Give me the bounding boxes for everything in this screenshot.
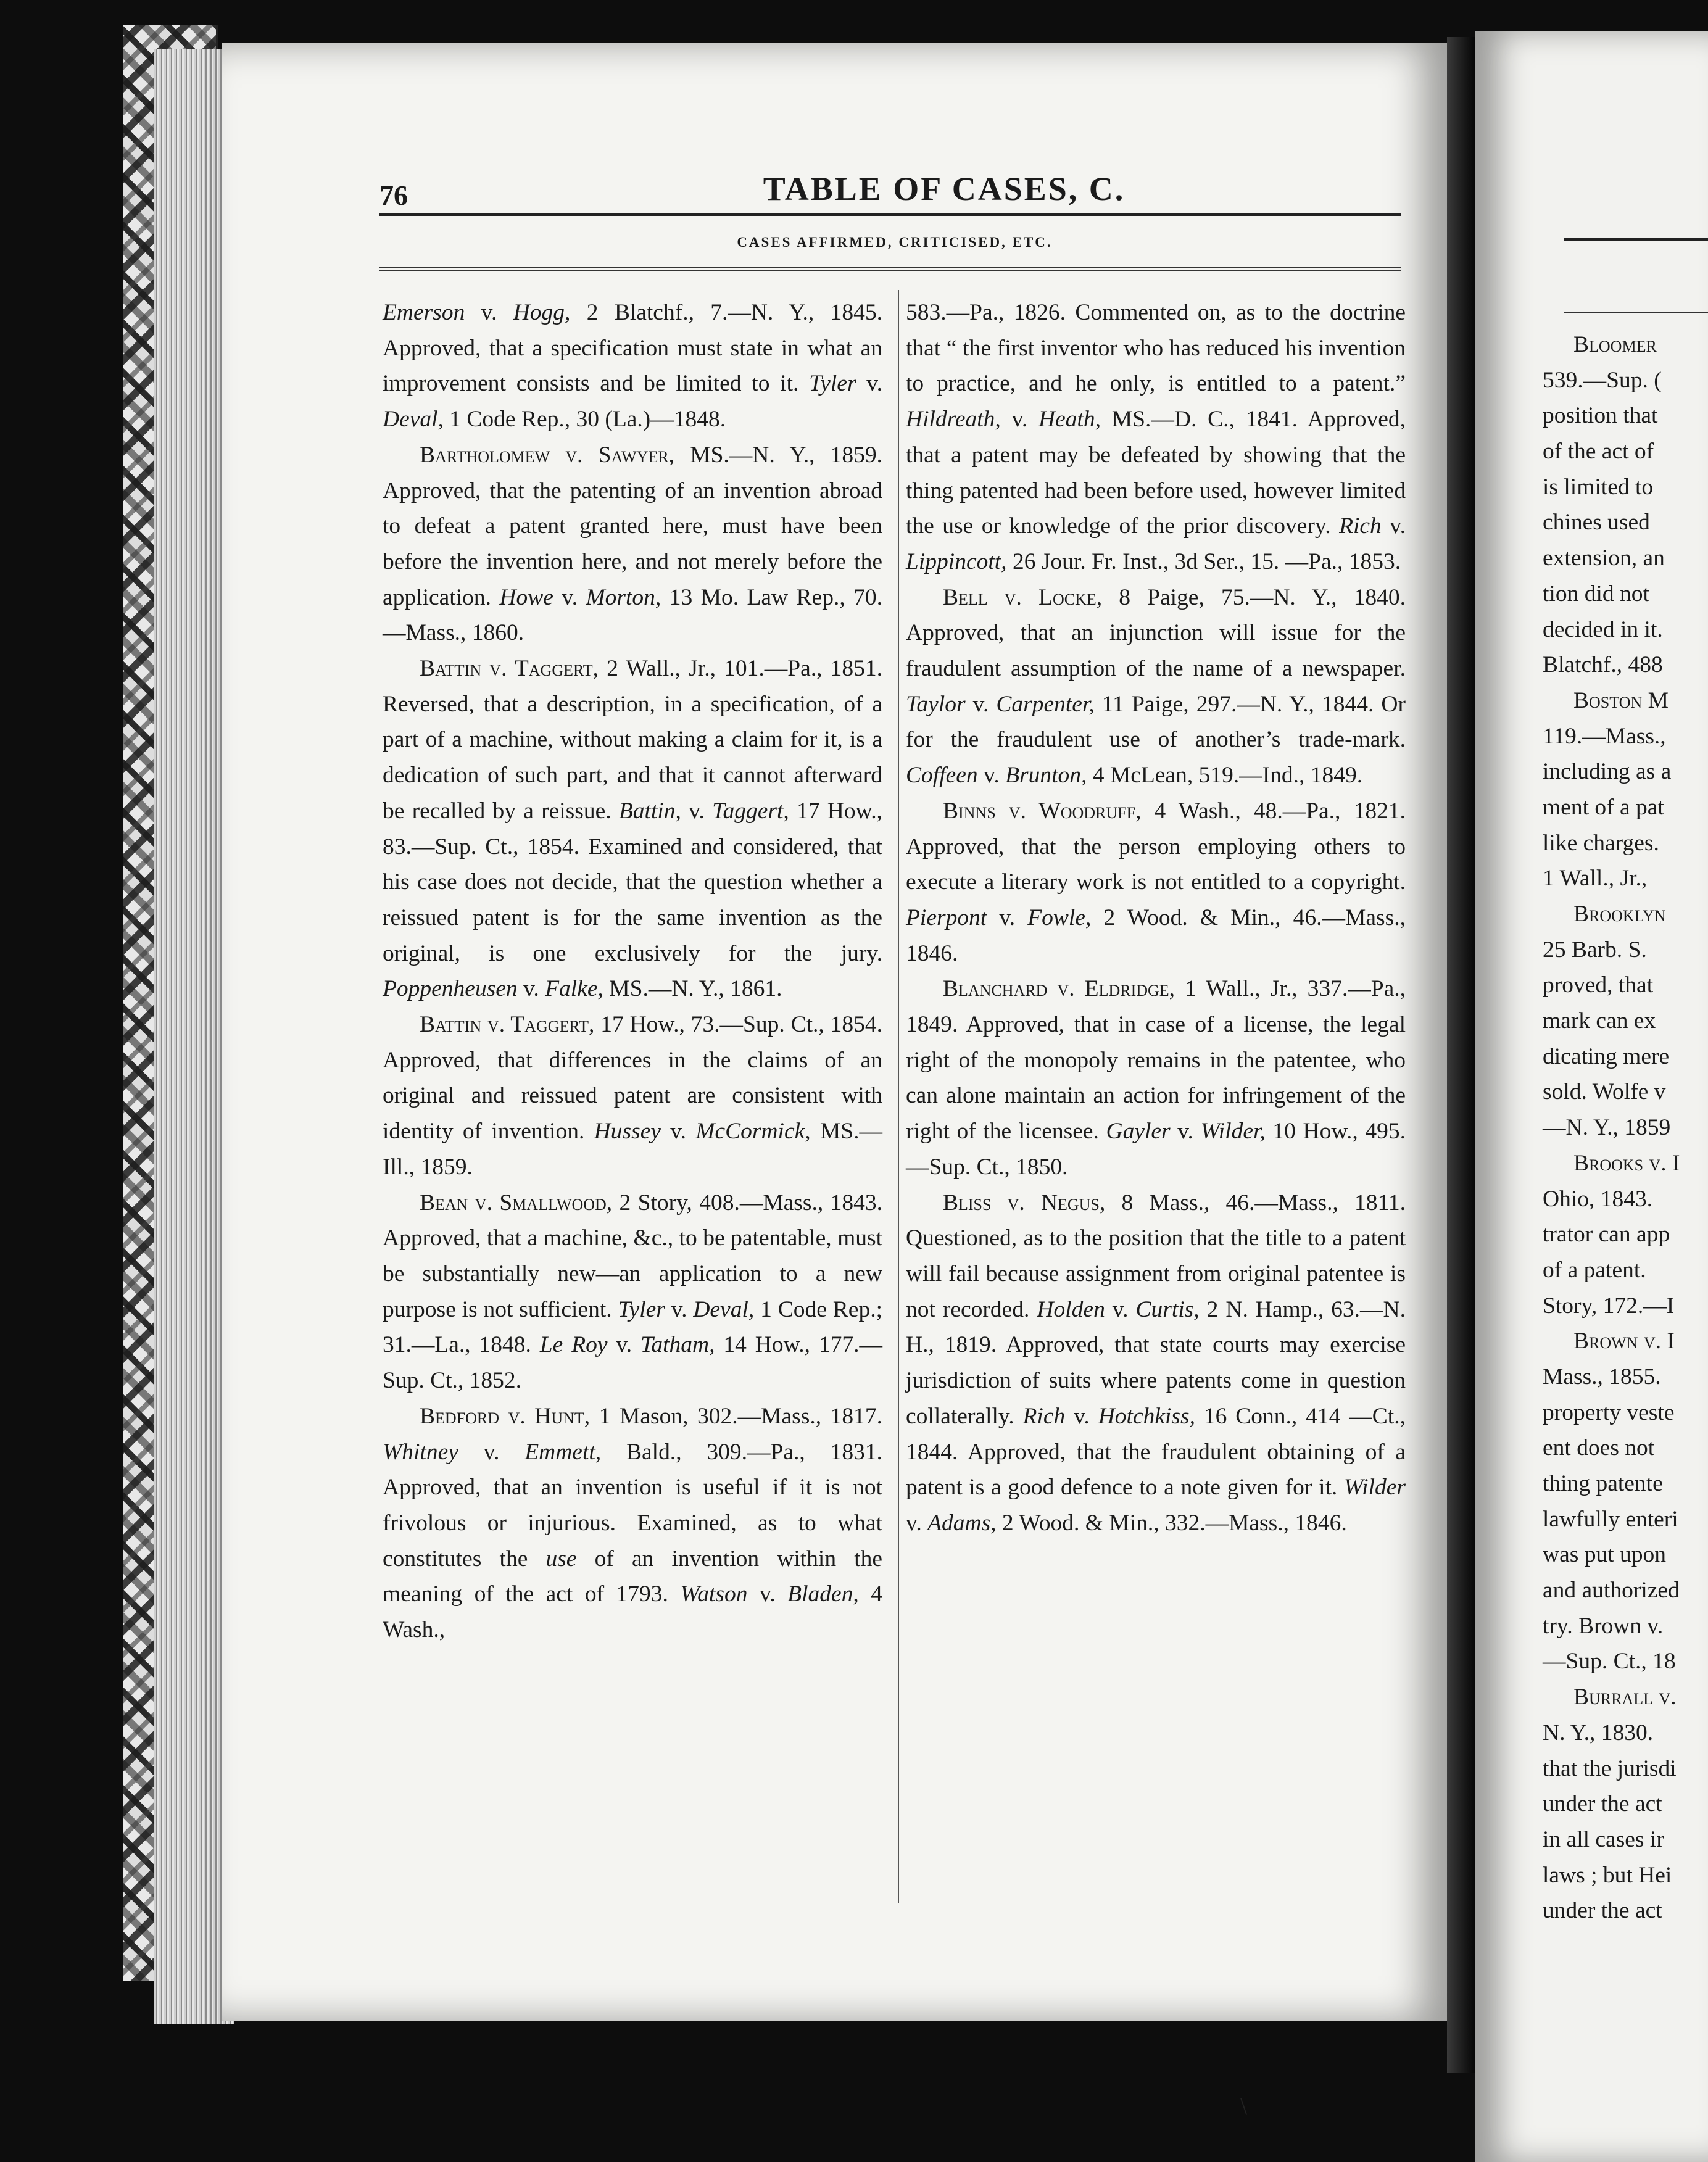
facing-page-line: Ohio, 1843. xyxy=(1543,1186,1653,1212)
case-entry xyxy=(906,793,1406,972)
entry-text: 2 N. Hamp., 63.—N. H., 1819. Approved, that state courts may exercise jurisdiction of suits where patents come in question collaterally. xyxy=(906,1296,1406,1429)
citation-name: Heath, xyxy=(1038,407,1101,433)
facing-page-line: of the act of xyxy=(1543,439,1654,465)
case-entry xyxy=(383,1007,882,1185)
citation-name: Adams, xyxy=(927,1510,997,1536)
entry-text: v. xyxy=(665,1296,694,1322)
entry-text: v. xyxy=(1065,1403,1098,1429)
citation-name: Holden xyxy=(1037,1296,1105,1322)
entry-text: 14 How., 177.—Sup. Ct., 1852. xyxy=(383,1332,882,1394)
case-name: Bliss v. Negus, xyxy=(943,1190,1106,1216)
citation-name: Hildreath, xyxy=(906,407,1001,433)
case-name: Bean v. Smallwood, xyxy=(420,1190,613,1216)
entry-text: 11 Paige, 297.—N. Y., 1844. Or for the fraudulent use of another’s trade-mark. xyxy=(906,691,1406,753)
entry-text: MS.—N. Y., 1861. xyxy=(603,976,782,1002)
entry-text: v. xyxy=(607,1332,640,1358)
citation-name: Whitney xyxy=(383,1439,458,1465)
facing-page-line: Mass., 1855. xyxy=(1543,1364,1661,1390)
entry-text: 583.—Pa., 1826. Commented on, as to the doctrine that “ the first inventor who has reduced his invention to practice, and he only, is entitled to a patent.” xyxy=(906,300,1406,397)
facing-page-line: N. Y., 1830. xyxy=(1543,1720,1654,1746)
header-rule xyxy=(379,213,1401,216)
citation-name: Carpenter, xyxy=(996,691,1095,717)
entry-text: v. xyxy=(660,1119,696,1145)
facing-page-line: lawfully enteri xyxy=(1543,1506,1678,1532)
citation-name: Battin, xyxy=(618,798,681,824)
citation-name: Curtis, xyxy=(1135,1296,1200,1322)
facing-page-text xyxy=(1543,327,1708,1929)
facing-page-line: 1 Wall., Jr., xyxy=(1543,866,1648,892)
entry-text: 4 Wash., xyxy=(383,1581,883,1643)
facing-page-line: of a patent. xyxy=(1543,1257,1646,1283)
citation-name: Falke, xyxy=(545,976,603,1002)
case-entry xyxy=(383,437,882,651)
facing-page-line: Bloomer xyxy=(1573,332,1657,357)
facing-page-line: like charges. xyxy=(1543,830,1659,856)
entry-text: 26 Jour. Fr. Inst., 3d Ser., 15. —Pa., 1853. xyxy=(1006,549,1401,574)
entry-text: Bald., 309.—Pa., 1831. Approved, that an invention is useful if it is not frivolous or injurious. Examined, as to what constitutes the xyxy=(383,1439,882,1572)
facing-page-line: extension, an xyxy=(1543,545,1665,571)
citation-name: Emerson xyxy=(383,300,465,325)
facing-page-line: proved, that xyxy=(1543,972,1654,998)
entry-text: v. xyxy=(553,584,586,610)
citation-name: Howe xyxy=(499,584,553,610)
facing-page-line: 25 Barb. S. xyxy=(1543,937,1647,963)
case-entry xyxy=(383,1185,882,1399)
entry-text: 1 Code Rep.; 31.—La., 1848. xyxy=(383,1296,882,1358)
entry-text: v. xyxy=(856,371,882,397)
case-entry xyxy=(906,1185,1406,1541)
facing-page-line: Brown v. I xyxy=(1573,1328,1675,1354)
citation-name: Deval, xyxy=(383,407,444,433)
case-name: Bedford v. Hunt, xyxy=(420,1403,591,1429)
facing-page-line: tion did not xyxy=(1543,581,1649,607)
entry-text: 13 Mo. Law Rep., 70.—Mass., 1860. xyxy=(383,584,882,646)
facing-page-line: Burrall v. xyxy=(1573,1684,1677,1710)
facing-page-line: try. Brown v. xyxy=(1543,1613,1664,1639)
facing-page-line: Brooklyn xyxy=(1573,901,1666,927)
citation-name: Fowle, xyxy=(1027,905,1092,930)
entry-text: v. xyxy=(465,300,513,325)
facing-page-line: chines used xyxy=(1543,510,1650,536)
entry-text: 8 Paige, 75.—N. Y., 1840. Approved, that an injunction will issue for the fraudulent assumption of the name of a newspaper. xyxy=(906,584,1406,682)
entry-text: MS.—N. Y., 1859. Approved, that the patenting of an invention abroad to defeat a patent granted here, must have been before the invention here, and not merely before the application. xyxy=(383,442,882,610)
citation-name: Bladen, xyxy=(787,1581,859,1607)
citation-name: Hotchkiss, xyxy=(1098,1403,1195,1429)
facing-page-line: was put upon xyxy=(1543,1542,1666,1568)
right-text-column xyxy=(906,295,1406,1541)
facing-page-line: dicating mere xyxy=(1543,1043,1670,1069)
citation-name: McCormick, xyxy=(695,1119,811,1145)
entry-text: 2 Wood. & Min., 332.—Mass., 1846. xyxy=(996,1510,1347,1536)
entry-text: v. xyxy=(1170,1119,1201,1145)
book-gutter xyxy=(1447,37,1475,2073)
entry-text: v. xyxy=(1105,1296,1136,1322)
entry-text: 17 How., 83.—Sup. Ct., 1854. Examined and considered, that his case does not decide, that the question whether a reissued patent is for the same invention as the original, is one exclusively for the jury. xyxy=(383,798,882,966)
scan-artifact: \ xyxy=(1240,2092,1248,2120)
citation-name: Wilder xyxy=(1344,1475,1406,1501)
citation-name: use xyxy=(545,1546,577,1572)
case-name: Battin v. Taggert, xyxy=(420,1012,595,1038)
case-entry xyxy=(383,295,882,437)
case-name: Bell v. Locke, xyxy=(943,584,1103,610)
case-entry xyxy=(383,1399,882,1648)
entry-text: 1 Mason, 302.—Mass., 1817. xyxy=(590,1403,882,1429)
citation-name: Morton, xyxy=(586,584,661,610)
entry-text: 2 Blatchf., 7.—N. Y., 1845. Approved, that a specification must state in what an improvement consists and be limited to it. xyxy=(383,300,882,397)
entry-text: 10 How., 495.—Sup. Ct., 1850. xyxy=(906,1119,1406,1180)
page-title: TABLE OF CASES, C. xyxy=(763,170,1126,207)
citation-name: Brunton, xyxy=(1005,763,1087,789)
facing-page-line: decided in it. xyxy=(1543,616,1663,642)
citation-name: Deval, xyxy=(693,1296,755,1322)
facing-page-line: Blatchf., 488 xyxy=(1543,652,1663,678)
citation-name: Watson xyxy=(680,1581,748,1607)
facing-header-rule xyxy=(1564,238,1708,241)
facing-page-line: Brooks v. I xyxy=(1573,1150,1680,1176)
column-divider xyxy=(898,290,899,1903)
facing-page-line: 539.—Sup. ( xyxy=(1543,367,1662,393)
facing-page-line: 119.—Mass., xyxy=(1543,723,1666,749)
facing-page-line: including as a xyxy=(1543,759,1672,785)
entry-text: 8 Mass., 46.—Mass., 1811. Questioned, as to the position that the title to a patent will fail because assignment from original patentee is not recorded. xyxy=(906,1190,1406,1322)
entry-text: v. xyxy=(1000,407,1039,433)
case-name: Battin v. Taggert, xyxy=(420,656,599,682)
facing-page-line: Story, 172.—I xyxy=(1543,1293,1675,1319)
citation-name: Hussey xyxy=(594,1119,661,1145)
citation-name: Tatham, xyxy=(640,1332,715,1358)
citation-name: Taylor xyxy=(906,691,966,717)
entry-text: v. xyxy=(681,798,713,824)
facing-page-line: laws ; but Hei xyxy=(1543,1862,1672,1888)
left-text-column xyxy=(383,295,882,1648)
facing-page-line: mark can ex xyxy=(1543,1008,1656,1034)
case-entry xyxy=(906,295,1406,580)
citation-name: Emmett, xyxy=(524,1439,602,1465)
facing-page-line: trator can app xyxy=(1543,1222,1670,1248)
entry-text: v. xyxy=(987,905,1028,930)
facing-page-line: thing patente xyxy=(1543,1471,1663,1496)
entry-text: v. xyxy=(1381,513,1406,539)
entry-text: 4 Wash., 48.—Pa., 1821. Approved, that the person employing others to execute a literary work is not entitled to a copyright. xyxy=(906,798,1406,895)
entry-text: 2 Wall., Jr., 101.—Pa., 1851. Reversed, that a description, in a specification, of a part of a machine, without making a claim for it, is a dedication of such part, and that it cannot afterward be recalled by a reissue. xyxy=(383,656,883,824)
citation-name: Pierpont xyxy=(906,905,987,930)
citation-name: Taggert, xyxy=(712,798,789,824)
entry-text: v. xyxy=(965,691,997,717)
facing-page xyxy=(1475,31,1708,2162)
entry-text: MS.—Ill., 1859. xyxy=(383,1119,882,1180)
page-number: 76 xyxy=(379,180,408,211)
subheader-rule-top xyxy=(379,267,1401,268)
facing-page-line: under the act xyxy=(1543,1898,1662,1924)
facing-page-line: Boston M xyxy=(1573,687,1669,713)
subheader-rule-bottom xyxy=(379,270,1401,271)
page-subtitle: CASES AFFIRMED, CRITICISED, ETC. xyxy=(737,234,1053,250)
entry-text: 2 Story, 408.—Mass., 1843. Approved, that a machine, &c., to be patentable, must be substantially new—an application to a new purpose is not sufficient. xyxy=(383,1190,882,1322)
facing-page-line: under the act xyxy=(1543,1791,1662,1817)
citation-name: Lippincott, xyxy=(906,549,1007,574)
citation-name: Rich xyxy=(1022,1403,1066,1429)
case-entry xyxy=(383,651,882,1007)
citation-name: Rich xyxy=(1339,513,1382,539)
citation-name: Le Roy xyxy=(539,1332,608,1358)
citation-name: Gayler xyxy=(1106,1119,1171,1145)
case-name: Bartholomew v. Sawyer, xyxy=(420,442,675,468)
entry-text: 2 Wood. & Min., 46.—Mass., 1846. xyxy=(906,905,1406,966)
entry-text: 16 Conn., 414 —Ct., 1844. Approved, that the fraudulent obtaining of a patent is a good defence to a note given for it. xyxy=(906,1403,1406,1501)
case-name: Binns v. Woodruff, xyxy=(943,798,1142,824)
facing-page-line: and authorized xyxy=(1543,1578,1680,1604)
citation-name: Tyler xyxy=(618,1296,665,1322)
facing-page-line: ent does not xyxy=(1543,1435,1655,1461)
facing-subheader-rule xyxy=(1564,312,1708,313)
facing-page-line: in all cases ir xyxy=(1543,1826,1664,1852)
facing-page-line: property veste xyxy=(1543,1399,1675,1425)
citation-name: Wilder, xyxy=(1200,1119,1266,1145)
facing-page-line: —N. Y., 1859 xyxy=(1543,1115,1671,1141)
facing-page-line: that the jurisdi xyxy=(1543,1755,1677,1781)
case-entry xyxy=(906,580,1406,793)
entry-text: MS.—D. C., 1841. Approved, that a patent may be defeated by showing that the thing patented had been before used, however limited the use or knowledge of the prior discovery. xyxy=(906,407,1406,539)
facing-page-line: ment of a pat xyxy=(1543,794,1664,820)
entry-text: 1 Code Rep., 30 (La.)—1848. xyxy=(443,407,726,433)
facing-page-line: position that xyxy=(1543,403,1658,429)
facing-page-line: —Sup. Ct., 18 xyxy=(1543,1649,1676,1675)
facing-page-line: is limited to xyxy=(1543,474,1654,500)
citation-name: Hogg, xyxy=(513,300,571,325)
entry-text: v. xyxy=(906,1510,928,1536)
entry-text: 4 McLean, 519.—Ind., 1849. xyxy=(1087,763,1363,789)
citation-name: Coffeen xyxy=(906,763,978,789)
facing-page-line: sold. Wolfe v xyxy=(1543,1079,1666,1105)
entry-text: v. xyxy=(747,1581,788,1607)
entry-text: v. xyxy=(977,763,1006,789)
citation-name: Tyler xyxy=(809,371,856,397)
entry-text: v. xyxy=(458,1439,525,1465)
entry-text: of an invention within the meaning of the act of 1793. xyxy=(383,1546,883,1607)
entry-text: v. xyxy=(517,976,545,1002)
entry-text: 17 How., 73.—Sup. Ct., 1854. Approved, that differences in the claims of an original and reissued patent are consistent with identity of invention. xyxy=(383,1012,883,1145)
case-entry xyxy=(906,971,1406,1185)
entry-text: 1 Wall., Jr., 337.—Pa., 1849. Approved, that in case of a license, the legal right of the monopoly remains in the patentee, who can alone maintain an action for infringement of the right of the licensee. xyxy=(906,976,1406,1145)
citation-name: Poppenheusen xyxy=(383,976,518,1002)
case-name: Blanchard v. Eldridge, xyxy=(943,976,1175,1002)
